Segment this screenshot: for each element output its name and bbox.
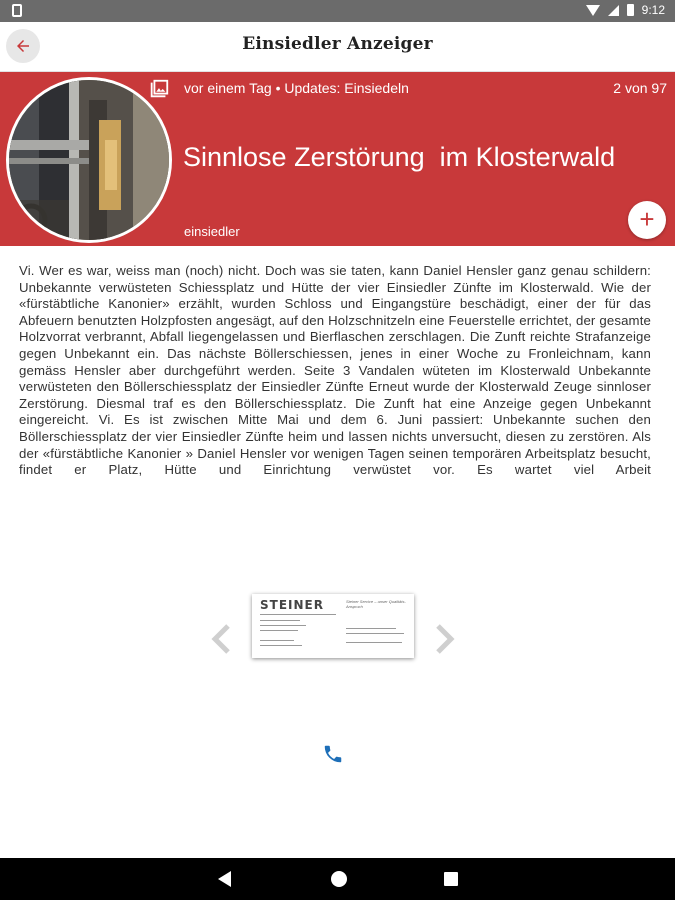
image-gallery-icon[interactable] <box>148 78 170 100</box>
battery-icon <box>627 4 634 16</box>
ad-banner[interactable] <box>252 594 414 658</box>
article-author: einsiedler <box>184 224 240 239</box>
thumbnail-image <box>9 80 172 243</box>
nav-back-icon[interactable] <box>218 871 231 887</box>
nav-home-icon[interactable] <box>331 871 347 887</box>
ad-text-line <box>260 640 294 641</box>
system-nav-bar <box>0 858 675 900</box>
ad-text-line <box>260 630 298 631</box>
chevron-left-icon <box>208 623 234 655</box>
ad-text-line <box>346 633 404 634</box>
article-body: Vi. Wer es war, weiss man (noch) nicht. Doch was sie taten, kann Daniel Hensler ganz genau schildern: Unbekannte verwüsteten Schiessplatz und Hütte der vier Einsiedler Zünfte im Klosterwald. Wie der «fürstäbtliche Kanonier» erzählt, wurden Schloss und Eingangstüre beschädigt, einer der für das Abfeuern benutzten Holzpfosten angesägt, auf den Holzschnitzeln eine Feuerstelle errichtet, der gesamte Holzvorrat verbrannt, Abfall liegengelassen und Bierflaschen zerschlagen. Die Zunft reichte Strafanzeige gegen Unbekannt ein. Das nächste Böllerschiessen, jenes in einer Woche zu Fronleichnam, kann gemäss Hensler aber durchgeführt werden. Seite 3 Vandalen wüteten im Klosterwald Unbekannte verwüsteten den Böllerschiessplatz der Einsiedler Zünfte Erneut wurde der Klosterwald Zeuge sinnloser Zerstörung. Diesmal traf es den Böllerschiessplatz. Die Zunft hat eine Anzeige gegen Unbekannt eingereicht. Vi. Es ist zwischen Mitte Mai und dem 6. Juni passiert: Unbekannte suchen den Böllerschiessplatz der vier Einsiedler Zünfte heim und lassen nichts unversucht, diesen zu zerstören. Als der «fürstäbtliche Kanonier » Daniel Hensler vor wenigen Tagen seinen temporären Arbeitsplatz besucht, findet er Platz, Hütte und Einrichtung verwüstet vor. Es wartet viel Arbeit <box>19 263 651 478</box>
article-meta: vor einem Tag • Updates: Einsiedeln <box>184 80 409 96</box>
ad-brand: STEINER <box>260 598 324 612</box>
status-icons <box>586 3 665 17</box>
ad-next-button[interactable] <box>432 623 458 655</box>
ad-prev-button[interactable] <box>208 623 234 655</box>
article-header <box>0 72 675 246</box>
ad-text-line <box>260 625 306 626</box>
ad-text-line <box>346 642 402 643</box>
nav-recents-icon[interactable] <box>444 872 458 886</box>
article-thumbnail[interactable] <box>6 77 172 243</box>
phone-icon <box>322 743 344 765</box>
phone-button[interactable] <box>322 743 344 765</box>
status-bar <box>0 0 675 22</box>
ad-text-line <box>260 645 302 646</box>
ad-slogan: Steiner Service – unser Qualitäts-Anspruch <box>346 599 406 609</box>
ad-divider <box>260 614 336 615</box>
add-button[interactable] <box>628 201 666 239</box>
ad-text-line <box>260 620 300 621</box>
signal-icon <box>608 5 619 16</box>
app-title: Einsiedler Anzeiger <box>242 34 433 54</box>
chevron-right-icon <box>432 623 458 655</box>
ad-text-line <box>346 628 396 629</box>
wifi-icon <box>586 5 600 16</box>
plus-icon: + <box>639 204 655 234</box>
status-time: 9:12 <box>641 3 665 17</box>
app-bar <box>0 22 675 72</box>
article-position: 2 von 97 <box>613 80 667 96</box>
article-headline: Sinnlose Zerstörung im Klosterwald <box>183 142 616 172</box>
sd-card-icon <box>12 4 22 17</box>
